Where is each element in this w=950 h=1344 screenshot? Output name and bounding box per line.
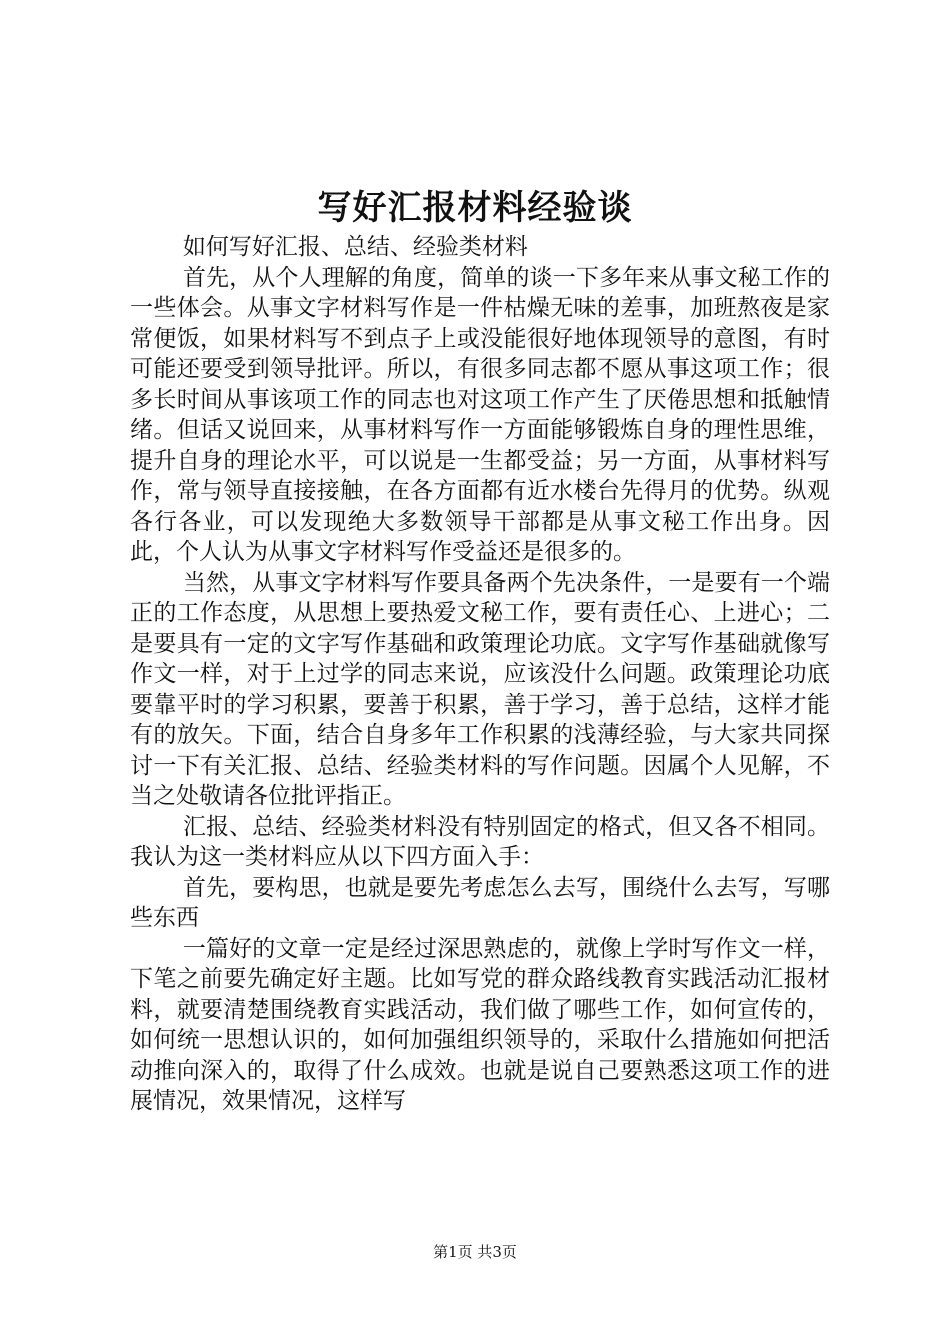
document-title: 写好汇报材料经验谈 [317,188,633,228]
page-number-footer: 第1页 共3页 [433,1243,517,1261]
document-body [130,232,830,1117]
paragraph-5: 一篇好的文章一定是经过深思熟虑的，就像上学时写作文一样，下笔之前要先确定好主题。比如写党的群众路线教育实践活动汇报材料，就要清楚围绕教育实践活动，我们做了哪些工作，如何宣传的，如何统一思想认识的，如何加强组织领导的，采取什么措施如何把活动推向深入的，取得了什么成效。也就是说自己要熟悉这项工作的进展情况，效果情况，这样写 [130,935,830,1114]
paragraph-1: 首先，从个人理解的角度，简单的谈一下多年来从事文秘工作的一些体会。从事文字材料写作是一件枯燥无味的差事，加班熬夜是家常便饭，如果材料写不到点子上或没能很好地体现领导的意图，有时可能还要受到领导批评。所以，有很多同志都不愿从事这项工作；很多长时间从事该项工作的同志也对这项工作产生了厌倦思想和抵触情绪。但话又说回来，从事材料写作一方面能够锻炼自身的理性思维，提升自身的理论水平，可以说是一生都受益；另一方面，从事材料写作，常与领导直接接触，在各方面都有近水楼台先得月的优势。纵观各行各业，可以发现绝大多数领导干部都是从事文秘工作出身。因此，个人认为从事文字材料写作受益还是很多的。 [130,264,830,565]
paragraph-subtitle: 如何写好汇报、总结、经验类材料 [182,234,528,260]
paragraph-3: 汇报、总结、经验类材料没有特别固定的格式，但又各不相同。我认为这一类材料应从以下四方面入手： [130,813,830,870]
paragraph-4: 首先，要构思，也就是要先考虑怎么去写，围绕什么去写，写哪些东西 [130,874,830,931]
paragraph-2: 当然，从事文字材料写作要具备两个先决条件，一是要有一个端正的工作态度，从思想上要热爱文秘工作，要有责任心、上进心；二是要具有一定的文字写作基础和政策理论功底。文字写作基础就像写作文一样，对于上过学的同志来说，应该没什么问题。政策理论功底要靠平时的学习积累，要善于积累，善于学习，善于总结，这样才能有的放矢。下面，结合自身多年工作积累的浅薄经验，与大家共同探讨一下有关汇报、总结、经验类材料的写作问题。因属个人见解，不当之处敬请各位批评指正。 [130,569,830,809]
